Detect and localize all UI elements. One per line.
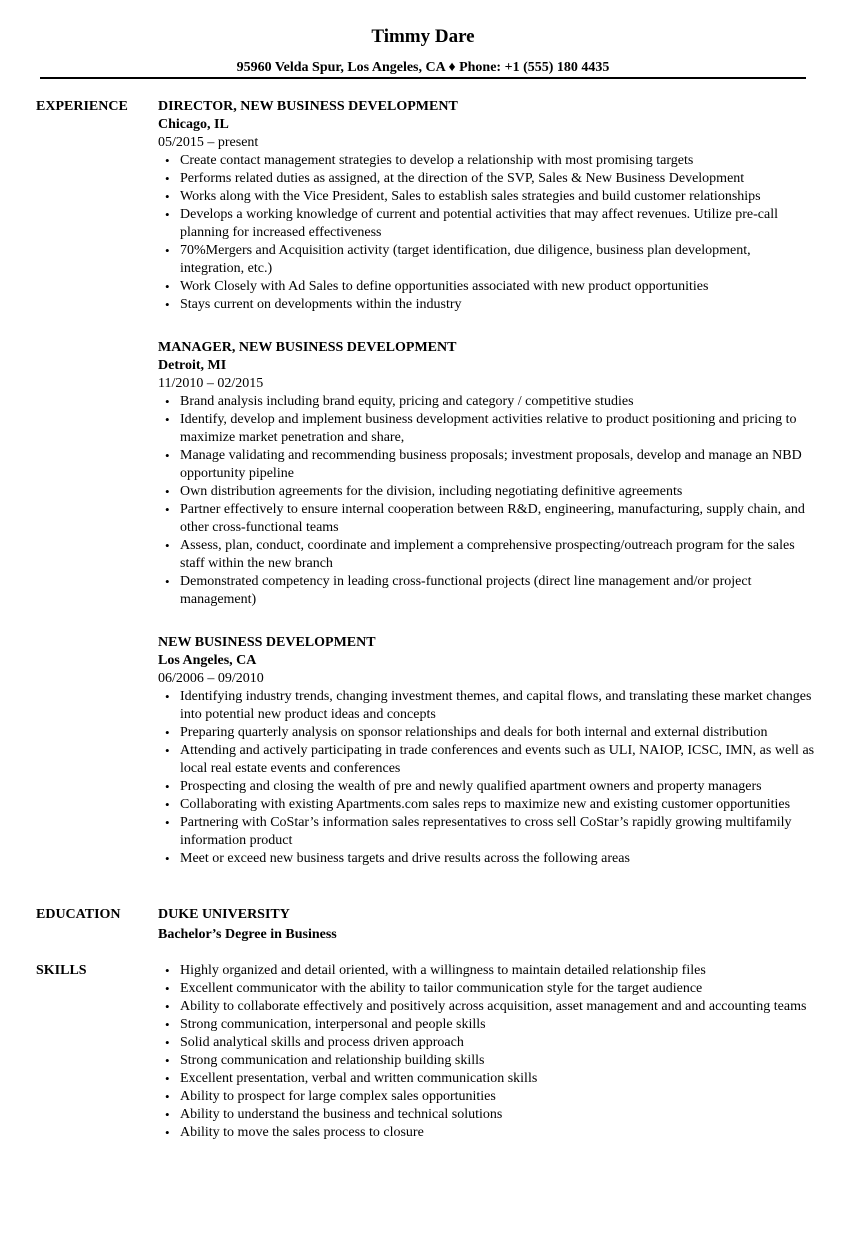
bullet-item: • Collaborating with existing Apartments.com sales reps to maximize new and existing customer opportunities (180, 796, 818, 814)
skills-list (158, 962, 818, 1142)
bullet-item: • Manage validating and recommending business proposals; investment proposals, develop and manage an NBD opportunity pipeline (180, 447, 818, 483)
bullet-item: • Partner effectively to ensure internal cooperation between R&D, engineering, manufacturing, supply chain, and other cross-functional teams (180, 501, 818, 537)
job-bullets (158, 393, 818, 609)
education-section (158, 906, 818, 944)
education-school: DUKE UNIVERSITY (158, 907, 290, 922)
job-location: Los Angeles, CA (158, 653, 257, 668)
bullet-item: • Attending and actively participating in trade conferences and events such as ULI, NAIOP, ICSC, IMN, as well as local real estate events and conferences (180, 742, 818, 778)
job-location: Detroit, MI (158, 358, 227, 373)
education-section-label: EDUCATION (36, 907, 121, 922)
bullet-item: • Assess, plan, conduct, coordinate and implement a comprehensive prospecting/outreach program for the sales staff within the new branch (180, 537, 818, 573)
bullet-item: • Partnering with CoStar’s information sales representatives to cross sell CoStar’s rapidly growing multifamily information product (180, 814, 818, 850)
experience-entry (158, 339, 818, 609)
header-divider (40, 77, 806, 79)
bullet-item: • Meet or exceed new business targets and drive results across the following areas (180, 850, 818, 868)
skill-item: • Ability to prospect for large complex sales opportunities (180, 1088, 818, 1106)
bullet-item: • Prospecting and closing the wealth of pre and newly qualified apartment owners and property managers (180, 778, 818, 796)
bullet-item: • Create contact management strategies to develop a relationship with most promising targets (180, 152, 818, 170)
experience-section-label: EXPERIENCE (36, 99, 128, 114)
job-bullets (158, 688, 818, 868)
skill-item: • Ability to collaborate effectively and positively across acquisition, asset management and and accounting teams (180, 998, 818, 1016)
skill-item: • Strong communication, interpersonal and people skills (180, 1016, 818, 1034)
job-location: Chicago, IL (158, 117, 229, 132)
experience-entry (158, 634, 818, 868)
bullet-item: • Performs related duties as assigned, at the direction of the SVP, Sales & New Business Development (180, 170, 818, 188)
bullet-item: • Works along with the Vice President, Sales to establish sales strategies and build customer relationships (180, 188, 818, 206)
bullet-item: • Brand analysis including brand equity, pricing and category / competitive studies (180, 393, 818, 411)
bullet-item: • Demonstrated competency in leading cross-functional projects (direct line management and/or project management) (180, 573, 818, 609)
experience-section (158, 98, 818, 893)
bullet-item: • Identifying industry trends, changing investment themes, and capital flows, and translating these market changes into potential new product ideas and concepts (180, 688, 818, 724)
contact-line: 95960 Velda Spur, Los Angeles, CA ♦ Phone: +1 (555) 180 4435 (236, 60, 610, 75)
bullet-item: • Own distribution agreements for the division, including negotiating definitive agreements (180, 483, 818, 501)
bullet-item: • Work Closely with Ad Sales to define opportunities associated with new product opportunities (180, 278, 818, 296)
skill-item: • Solid analytical skills and process driven approach (180, 1034, 818, 1052)
bullet-item: • 70%Mergers and Acquisition activity (target identification, due diligence, business plan development, integration, etc.) (180, 242, 818, 278)
skill-item: • Ability to move the sales process to closure (180, 1124, 818, 1142)
job-bullets (158, 152, 818, 314)
job-title: NEW BUSINESS DEVELOPMENT (158, 635, 376, 650)
job-title: MANAGER, NEW BUSINESS DEVELOPMENT (158, 340, 457, 355)
skill-item: • Excellent presentation, verbal and written communication skills (180, 1070, 818, 1088)
candidate-name: Timmy Dare (371, 26, 475, 47)
job-dates: 05/2015 – present (158, 135, 259, 150)
job-dates: 11/2010 – 02/2015 (158, 376, 264, 391)
skill-item: • Highly organized and detail oriented, with a willingness to maintain detailed relationship files (180, 962, 818, 980)
bullet-item: • Stays current on developments within the industry (180, 296, 818, 314)
skill-item: • Strong communication and relationship building skills (180, 1052, 818, 1070)
experience-entry (158, 98, 818, 314)
skills-section (158, 962, 818, 1142)
bullet-item: • Develops a working knowledge of current and potential activities that may affect revenues. Utilize pre-call planning for increased effectiveness (180, 206, 818, 242)
job-title: DIRECTOR, NEW BUSINESS DEVELOPMENT (158, 99, 458, 114)
bullet-item: • Identify, develop and implement business development activities relative to product positioning and pricing to maximize market penetration and share, (180, 411, 818, 447)
education-degree: Bachelor’s Degree in Business (158, 927, 337, 942)
skill-item: • Excellent communicator with the ability to tailor communication style for the target audience (180, 980, 818, 998)
skills-section-label: SKILLS (36, 963, 87, 978)
bullet-item: • Preparing quarterly analysis on sponsor relationships and deals for both internal and external distribution (180, 724, 818, 742)
skill-item: • Ability to understand the business and technical solutions (180, 1106, 818, 1124)
job-dates: 06/2006 – 09/2010 (158, 671, 264, 686)
